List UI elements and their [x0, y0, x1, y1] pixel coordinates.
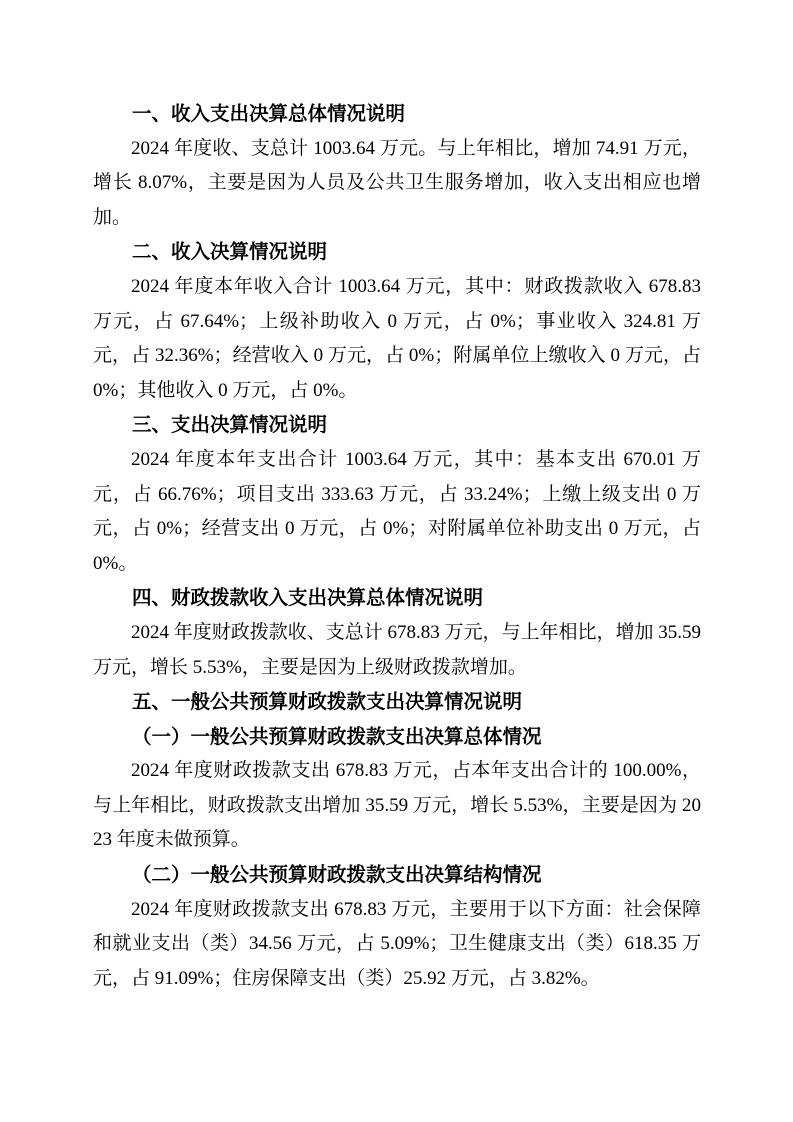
- section-5-subheading-1: （一）一般公共预算财政拨款支出决算总体情况: [132, 724, 542, 748]
- section-5-subparagraph-1: 2024 年度财政拨款支出 678.83 万元，占本年支出合计的 100.00%，与上年相比，财政拨款支出增加 35.59 万元，增长 5.53%，主要是因为 2023 年度未做预算。: [93, 760, 701, 851]
- section-1-paragraph: 2024 年度收、支总计 1003.64 万元。与上年相比，增加 74.91 万元，增长 8.07%，主要是因为人员及公共卫生服务增加，收入支出相应也增加。: [93, 137, 701, 228]
- section-5-heading: 五、一般公共预算财政拨款支出决算情况说明: [132, 690, 523, 714]
- section-3-paragraph: 2024 年度本年支出合计 1003.64 万元，其中：基本支出 670.01 万元，占 66.76%；项目支出 333.63 万元，占 33.24%；上缴上级支出 0 万元，占 0%；经营支出 0 万元，占 0%；对附属单位补助支出 0 万元，占 0%。: [93, 448, 701, 574]
- section-5-subheading-2: （二）一般公共预算财政拨款支出决算结构情况: [132, 863, 542, 887]
- section-2-heading: 二、收入决算情况说明: [132, 240, 328, 264]
- section-4-heading: 四、财政拨款收入支出决算总体情况说明: [132, 586, 484, 610]
- section-3-heading: 三、支出决算情况说明: [132, 413, 328, 437]
- section-1-heading: 一、收入支出决算总体情况说明: [132, 102, 406, 125]
- section-2-paragraph: 2024 年度本年收入合计 1003.64 万元，其中：财政拨款收入 678.83 万元，占 67.64%；上级补助收入 0 万元，占 0%；事业收入 324.81 万元，占 32.36%；经营收入 0 万元，占 0%；附属单位上缴收入 0 万元，占 0%；其他收入 0 万元，占 0%。: [93, 275, 701, 401]
- section-4-paragraph: 2024 年度财政拨款收、支总计 678.83 万元，与上年相比，增加 35.59 万元，增长 5.53%，主要是因为上级财政拨款增加。: [93, 621, 702, 678]
- section-5-subparagraph-2: 2024 年度财政拨款支出 678.83 万元，主要用于以下方面：社会保障和就业支出（类）34.56 万元，占 5.09%；卫生健康支出（类）618.35 万元，占 91.09%；住房保障支出（类）25.92 万元，占 3.82%。: [93, 898, 701, 989]
